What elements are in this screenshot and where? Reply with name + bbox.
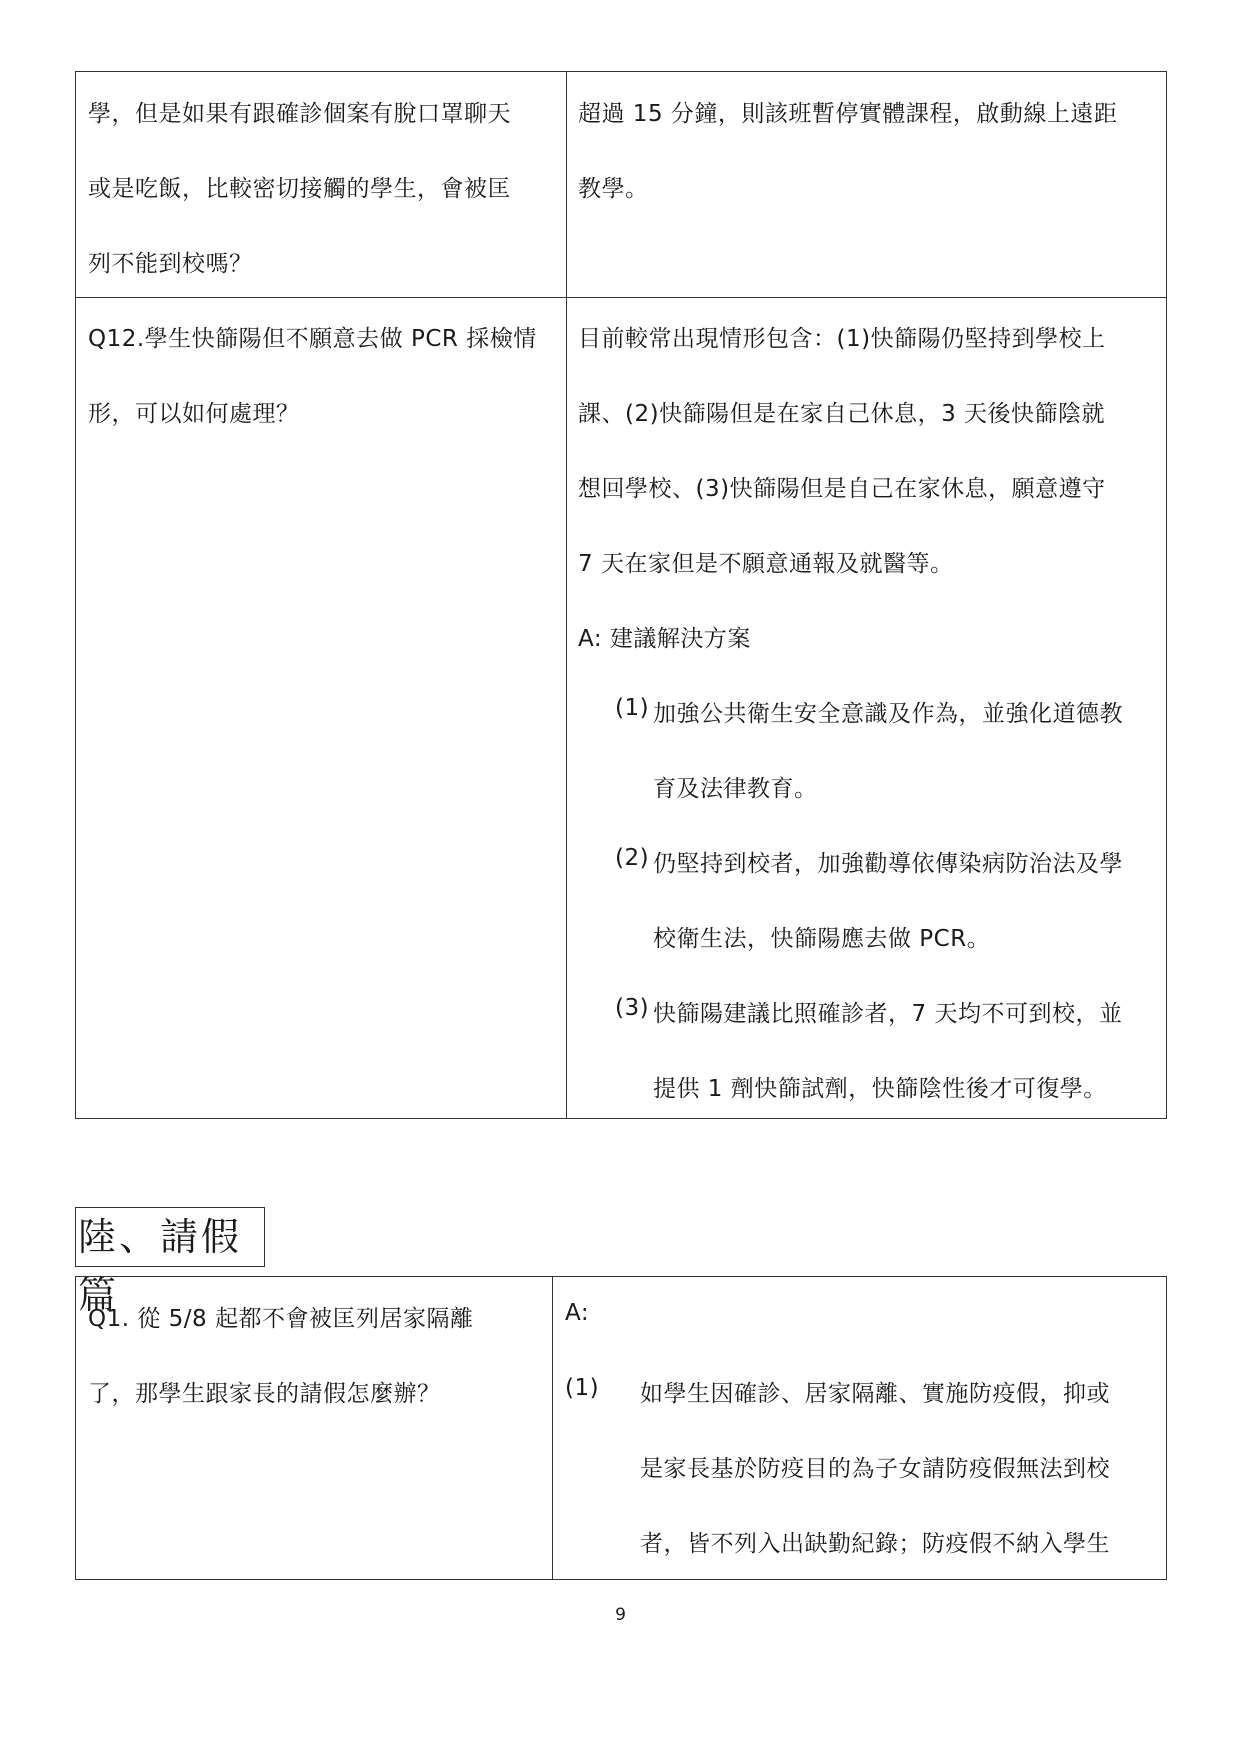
answer-text: 是家長基於防疫目的為子女請防疫假無法到校	[640, 1456, 1110, 1482]
solution-text: 提供 1 劑快篩試劑，快篩陰性後才可復學。	[653, 1076, 1107, 1102]
question-text: 或是吃飯，比較密切接觸的學生，會被匡	[88, 176, 511, 202]
column-divider	[566, 72, 567, 1118]
answer-text: 課、(2)快篩陽但是在家自己休息，3 天後快篩陰就	[578, 401, 1106, 427]
answer-text: 者，皆不列入出缺勤紀錄；防疫假不納入學生	[640, 1531, 1110, 1557]
answer-heading: A: 建議解決方案	[578, 626, 751, 652]
solution-text: 快篩陽建議比照確診者，7 天均不可到校，並	[653, 1001, 1123, 1027]
solution-number: (3)	[615, 995, 650, 1021]
page-number: 9	[615, 1605, 626, 1625]
solution-text: 加強公共衛生安全意識及作為，並強化道德教	[653, 701, 1123, 727]
answer-text: 想回學校、(3)快篩陽但是自己在家休息，願意遵守	[578, 476, 1106, 502]
qa-table-1	[75, 71, 1167, 1119]
row-divider	[76, 297, 1166, 298]
solution-number: (2)	[615, 845, 650, 871]
column-divider	[552, 1277, 553, 1579]
answer-text: 目前較常出現情形包含：(1)快篩陽仍堅持到學校上	[578, 326, 1106, 352]
question-text: 形，可以如何處理？	[88, 401, 300, 427]
answer-text: 教學。	[578, 176, 649, 202]
solution-text: 仍堅持到校者，加強勸導依傳染病防治法及學	[653, 851, 1123, 877]
answer-label: A:	[565, 1300, 590, 1326]
question-text: Q12.學生快篩陽但不願意去做 PCR 採檢情	[88, 326, 537, 352]
question-text: 了，那學生跟家長的請假怎麼辦？	[88, 1381, 441, 1407]
section-heading: 陸、請假篇	[75, 1207, 265, 1267]
solution-text: 育及法律教育。	[653, 776, 818, 802]
question-text: Q1. 從 5/8 起都不會被匡列居家隔離	[88, 1306, 474, 1332]
question-text: 學，但是如果有跟確診個案有脫口罩聊天	[88, 101, 511, 127]
solution-number: (1)	[615, 695, 650, 721]
answer-text: 7 天在家但是不願意通報及就醫等。	[578, 551, 954, 577]
solution-text: 校衛生法，快篩陽應去做 PCR。	[653, 926, 991, 952]
answer-item-number: (1)	[565, 1375, 600, 1401]
answer-text: 如學生因確診、居家隔離、實施防疫假，抑或	[640, 1381, 1110, 1407]
question-text: 列不能到校嗎？	[88, 251, 253, 277]
answer-text: 超過 15 分鐘，則該班暫停實體課程，啟動線上遠距	[578, 101, 1118, 127]
